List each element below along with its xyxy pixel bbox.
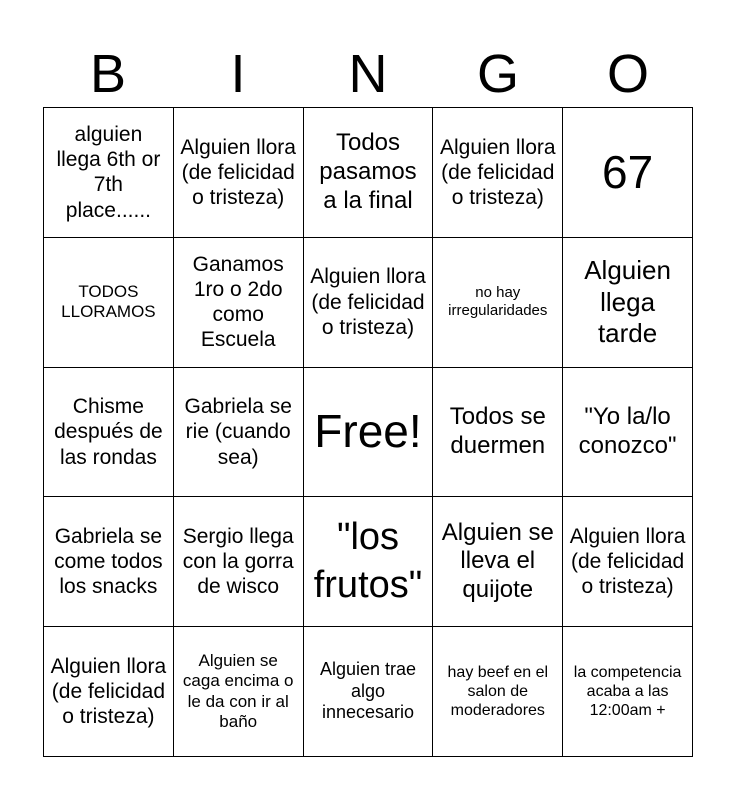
bingo-cell[interactable] <box>304 108 434 238</box>
header-letter-b: B <box>89 44 127 104</box>
cell-text: "Yo la/lo conozco" <box>578 403 677 459</box>
bingo-cell[interactable] <box>44 238 174 368</box>
bingo-card-grid <box>43 107 693 757</box>
bingo-cell[interactable] <box>44 108 174 238</box>
cell-text: Ganamos 1ro o 2do como Escuela <box>192 252 284 352</box>
cell-text: Sergio llega con la gorra de wisco <box>182 525 294 599</box>
cell-text: TODOS LLORAMOS <box>61 281 156 322</box>
bingo-cell[interactable] <box>304 238 434 368</box>
bingo-cell[interactable] <box>433 108 563 238</box>
cell-text: 67 <box>602 145 654 198</box>
bingo-cell[interactable] <box>174 108 304 238</box>
cell-text: alguien llega 6th or 7th place...... <box>56 123 161 222</box>
header-letter-g: G <box>476 44 519 104</box>
header-letter-o: O <box>606 44 649 104</box>
bingo-cell[interactable] <box>563 368 693 498</box>
bingo-cell[interactable] <box>174 238 304 368</box>
bingo-cell[interactable] <box>563 627 693 757</box>
bingo-cell[interactable] <box>174 368 304 498</box>
bingo-header <box>43 40 693 108</box>
cell-text: Gabriela se rie (cuando sea) <box>184 395 292 469</box>
cell-text: Alguien llora (de felicidad o tristeza) <box>180 135 296 209</box>
bingo-cell[interactable] <box>174 497 304 627</box>
header-letter-i: I <box>230 44 246 104</box>
cell-text: Alguien llora (de felicidad o tristeza) <box>50 654 167 729</box>
cell-text: Alguien llora (de felicidad o tristeza) <box>569 525 686 599</box>
bingo-cell[interactable] <box>44 368 174 498</box>
cell-text: no hay irregularidades <box>448 284 548 320</box>
cell-text: Alguien llega tarde <box>584 255 671 348</box>
header-letter-n: N <box>348 44 388 104</box>
cell-text: la competencia acaba a las 12:00am + <box>573 663 682 720</box>
free-space-text: Free! <box>314 405 422 458</box>
cell-text: Alguien trae algo innecesario <box>319 659 417 723</box>
cell-text: Todos pasamos a la final <box>319 129 417 214</box>
bingo-cell-free[interactable] <box>304 368 434 498</box>
cell-text: Alguien llora (de felicidad o tristeza) <box>310 265 426 339</box>
bingo-cell[interactable] <box>563 238 693 368</box>
bingo-cell[interactable] <box>563 497 693 627</box>
bingo-cell[interactable] <box>433 497 563 627</box>
cell-text: Alguien se lleva el quijote <box>441 518 554 604</box>
bingo-cell[interactable] <box>44 497 174 627</box>
bingo-cell[interactable] <box>433 627 563 757</box>
bingo-cell[interactable] <box>174 627 304 757</box>
cell-text: hay beef en el salon de moderadores <box>447 663 549 720</box>
bingo-cell[interactable] <box>563 108 693 238</box>
cell-text: Alguien se caga encima o le da con ir al baño <box>182 650 294 731</box>
bingo-cell[interactable] <box>304 497 434 627</box>
cell-text: Todos se duermen <box>449 403 546 459</box>
cell-text: Chisme después de las rondas <box>54 395 163 469</box>
cell-text: "los frutos" <box>313 516 423 606</box>
cell-text: Alguien llora (de felicidad o tristeza) <box>440 135 556 209</box>
bingo-cell[interactable] <box>304 627 434 757</box>
bingo-cell[interactable] <box>433 368 563 498</box>
cell-text: Gabriela se come todos los snacks <box>54 525 163 599</box>
bingo-cell[interactable] <box>44 627 174 757</box>
bingo-cell[interactable] <box>433 238 563 368</box>
